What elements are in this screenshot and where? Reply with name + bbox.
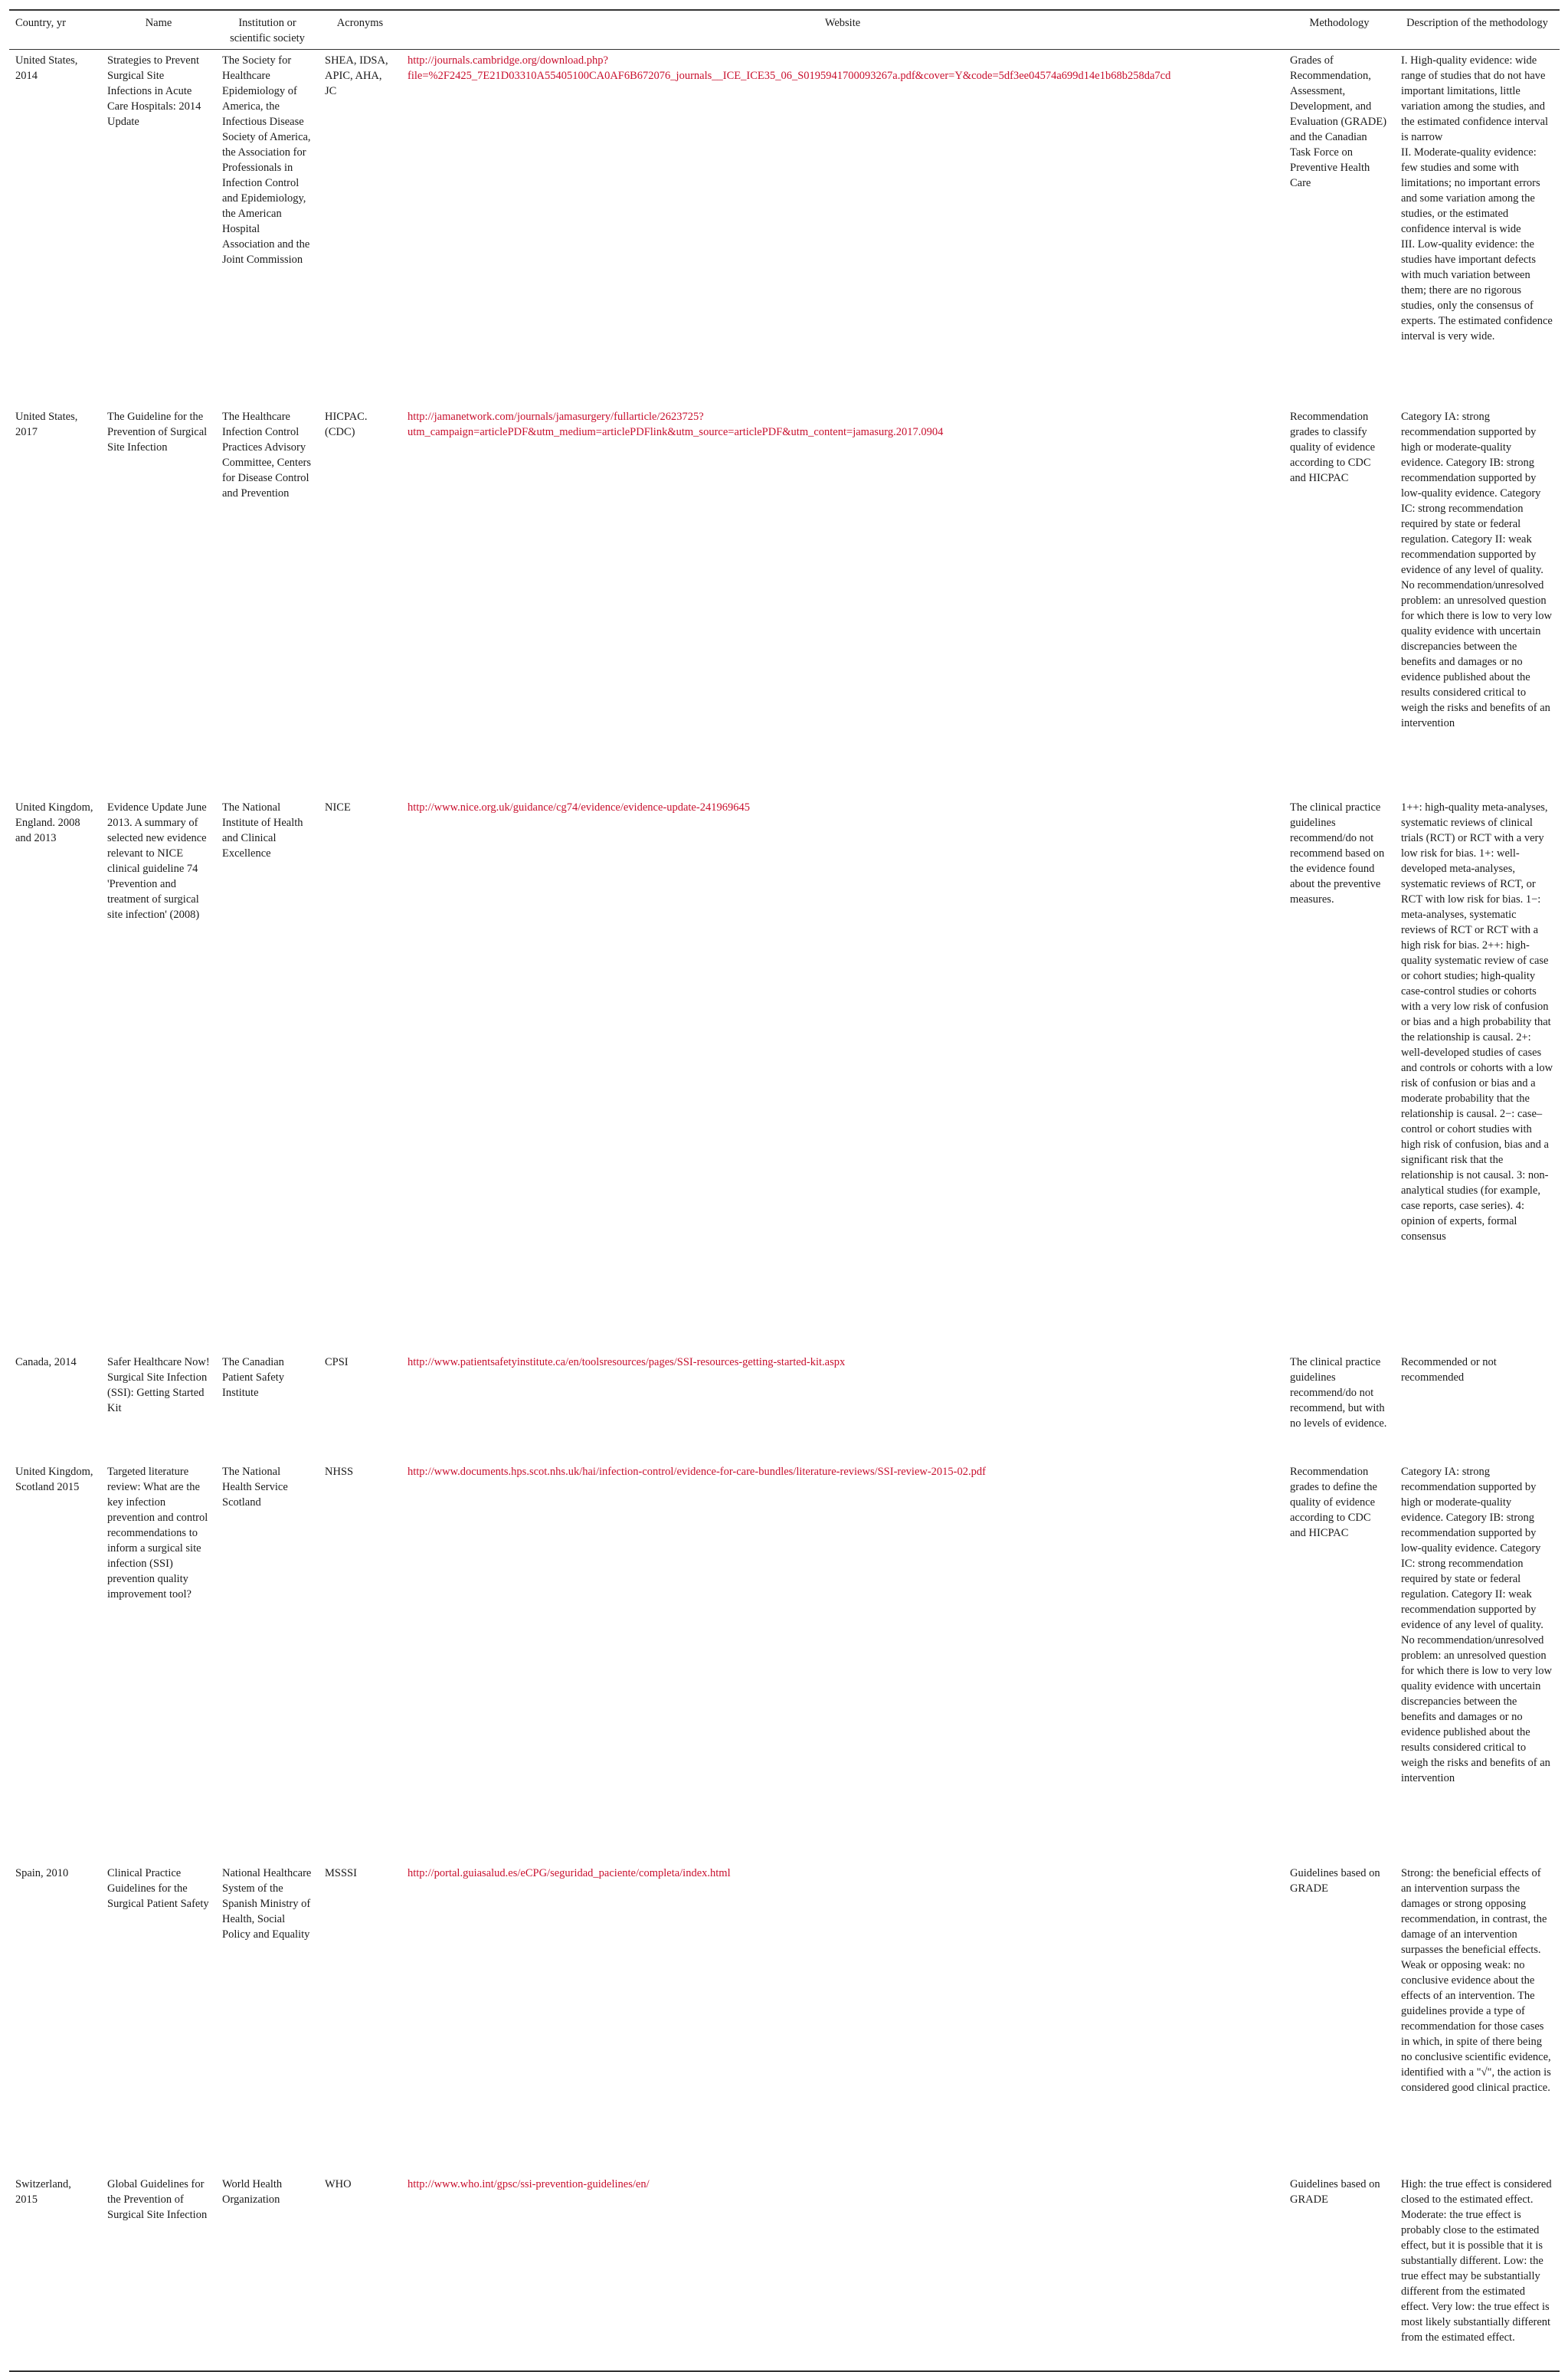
- cell-description: Category IA: strong recommendation supported by high or moderate-quality evidence. Category IB: strong recommendation supported by low-quality evidence. Category IC: strong recommendation required by state or federal regulation. Category II: weak recommendation supported by evidence of any level of quality. No recommendation/unresolved problem: an unresolved question for which there is low to very low quality evidence with uncertain discrepancies between the benefits and damages or no evidence published about the results considered critical to weigh the risks and benefits of an intervention: [1401, 410, 1552, 729]
- cell-methodology: Recommendation grades to define the quality of evidence according to CDC and HICPAC: [1290, 1465, 1377, 1539]
- website-link[interactable]: http://www.patientsafetyinstitute.ca/en/toolsresources/pages/SSI-resources-getting-started-kit.aspx: [408, 1355, 846, 1368]
- cell-country: United Kingdom, England. 2008 and 2013: [15, 801, 93, 844]
- website-link[interactable]: http://jamanetwork.com/journals/jamasurgery/fullarticle/2623725? utm_campaign=articlePDF&utm_medium=articlePDFlink&utm_source=articlePDF&utm_content=jamasurg.2017.0904: [408, 410, 944, 438]
- cell-description: Category IA: strong recommendation supported by high or moderate-quality evidence. Category IB: strong recommendation supported by low-quality evidence. Category IC: strong recommendation required by state or federal regulation. Category II: weak recommendation supported by evidence of any level of quality. No recommendation/unresolved problem: an unresolved question for which there is low to very low quality evidence with uncertain discrepancies between the benefits and damages or no evidence published about the results considered critical to weigh the risks and benefits of an intervention: [1401, 1465, 1552, 1784]
- table-row: [9, 1461, 1560, 1863]
- cell-institution: The Canadian Patient Safety Institute: [222, 1355, 284, 1399]
- cell-name: Global Guidelines for the Prevention of Surgical Site Infection: [101, 2174, 216, 2371]
- cell-description: 1++: high-quality meta-analyses, systematic reviews of clinical trials (RCT) or RCT with a very low risk for bias. 1+: well-developed meta-analyses, systematic reviews of RCT, or RCT with low risk for bias. 1−: meta-analyses, systematic reviews of RCT or RCT with a high risk for bias. 2++: high-quality systematic review of case or cohort studies; high-quality case-control studies or cohorts with a very low risk of confusion or bias and a high probability that the relationship is causal. 2+: well-developed studies of cases and controls or cohorts with a low risk of confusion or bias and a moderate probability that the relationship is causal. 2−: case–control or cohort studies with high risk of confusion, bias and a significant risk that the relationship is not causal. 3: non-analytical studies (for example, case reports, case series). 4: opinion of experts, formal consensus: [1401, 801, 1553, 1243]
- cell-institution: The National Health Service Scotland: [222, 1465, 288, 1509]
- cell-name: Targeted literature review: What are the key infection prevention and control recommendations to inform a surgical site infection (SSI) prevention quality improvement tool?: [107, 1465, 208, 1600]
- website-link[interactable]: http://portal.guiasalud.es/eCPG/seguridad_paciente/completa/index.html: [408, 1866, 731, 1879]
- header-description: Description of the methodology: [1395, 10, 1560, 50]
- cell-acronyms: NHSS: [325, 1465, 354, 1478]
- cell-country: United Kingdom, Scotland 2015: [15, 1465, 93, 1493]
- cell-institution: The Society for Healthcare Epidemiology of America, the Infectious Disease Society of America, the Association for Professionals in Infection Control and Epidemiology, the American Hospital Association and the Joint Commission: [222, 54, 311, 266]
- cell-description: High: the true effect is considered closed to the estimated effect. Moderate: the true effect is probably close to the estimated effect, but it is possible that it is substantially different. Low: the true effect may be substantially different from the estimated effect. Very low: the true effect is most likely substantially different from the estimated effect.: [1395, 2174, 1560, 2371]
- cell-methodology: Recommendation grades to classify quality of evidence according to CDC and HICPAC: [1290, 410, 1376, 484]
- cell-acronyms: HICPAC. (CDC): [325, 410, 368, 438]
- cell-institution: National Healthcare System of the Spanish Ministry of Health, Social Policy and Equality: [222, 1866, 312, 1941]
- cell-methodology: Grades of Recommendation, Assessment, Development, and Evaluation (GRADE) and the Canadian Task Force on Preventive Health Care: [1290, 54, 1387, 189]
- cell-methodology: Guidelines based on GRADE: [1284, 2174, 1395, 2371]
- table-row: [9, 797, 1560, 1351]
- website-link[interactable]: http://journals.cambridge.org/download.php? file=%2F2425_7E21D03310A55405100CA0AF6B672076_journals__ICE_ICE35_06_S0195941700093267a.pdf&cover=Y&code=5df3ee04574a699d14e1b68b258da7cd: [408, 54, 1171, 82]
- cell-name: Clinical Practice Guidelines for the Surgical Patient Safety: [107, 1866, 209, 1910]
- cell-methodology: The clinical practice guidelines recommend/do not recommend based on the evidence found about the preventive measures.: [1290, 801, 1385, 906]
- cell-methodology: The clinical practice guidelines recommend/do not recommend, but with no levels of evidence.: [1290, 1355, 1387, 1430]
- cell-country: Canada, 2014: [15, 1355, 77, 1368]
- cell-methodology: Guidelines based on GRADE: [1290, 1866, 1380, 1895]
- cell-acronyms: WHO: [319, 2174, 401, 2371]
- cell-country: Spain, 2010: [15, 1866, 69, 1879]
- table-row: [9, 1863, 1560, 2174]
- cell-name: Safer Healthcare Now! Surgical Site Infection (SSI): Getting Started Kit: [107, 1355, 210, 1414]
- header-methodology: Methodology: [1284, 10, 1395, 50]
- header-website: Website: [401, 10, 1284, 50]
- cell-acronyms: CPSI: [325, 1355, 349, 1368]
- table-row: [9, 406, 1560, 797]
- table-row: [9, 1351, 1560, 1461]
- guidelines-table: [9, 9, 1560, 2372]
- cell-name: Evidence Update June 2013. A summary of selected new evidence relevant to NICE clinical guideline 74 'Prevention and treatment of surgical site infection' (2008): [107, 801, 207, 921]
- header-name: Name: [101, 10, 216, 50]
- cell-acronyms: NICE: [325, 801, 351, 814]
- cell-institution: The National Institute of Health and Clinical Excellence: [222, 801, 303, 860]
- cell-name: Strategies to Prevent Surgical Site Infections in Acute Care Hospitals: 2014 Update: [107, 54, 201, 128]
- cell-description: Strong: the beneficial effects of an intervention surpass the damages or strong opposing recommendation, in contrast, the damage of an intervention surpasses the beneficial effects. Weak or opposing weak: no conclusive evidence about the effects of an intervention. The guidelines provide a type of recommendation for those cases in which, in spite of there being no conclusive scientific evidence, identified with a "√", the action is considered good clinical practice.: [1401, 1866, 1551, 2094]
- cell-acronyms: SHEA, IDSA, APIC, AHA, JC: [325, 54, 388, 97]
- website-link[interactable]: http://www.who.int/gpsc/ssi-prevention-guidelines/en/: [401, 2174, 1284, 2371]
- table-row: [9, 2174, 1560, 2371]
- header-institution: Institution or scientific society: [216, 10, 319, 50]
- table-header-row: [9, 10, 1560, 50]
- cell-description: I. High-quality evidence: wide range of studies that do not have important limitations, little variation among the studies, and the estimated confidence interval is narrow II. Moderate-quality evidence: few studies and some with limitations; no important errors and some variation among the studies, or the estimated confidence interval is wide III. Low-quality evidence: the studies have important defects with much variation between them; there are no rigorous studies, only the consensus of experts. The estimated confidence interval is very wide.: [1401, 54, 1553, 342]
- table-row: [9, 50, 1560, 406]
- cell-name: The Guideline for the Prevention of Surgical Site Infection: [107, 410, 208, 454]
- header-acronyms: Acronyms: [319, 10, 401, 50]
- cell-acronyms: MSSSI: [325, 1866, 357, 1879]
- cell-country: Switzerland, 2015: [9, 2174, 101, 2371]
- cell-description: Recommended or not recommended: [1401, 1355, 1497, 1384]
- website-link[interactable]: http://www.documents.hps.scot.nhs.uk/hai/infection-control/evidence-for-care-bundles/literature-reviews/SSI-review-2015-02.pdf: [408, 1465, 986, 1478]
- cell-country: United States, 2014: [15, 54, 78, 82]
- cell-country: United States, 2017: [15, 410, 78, 438]
- cell-institution: The Healthcare Infection Control Practices Advisory Committee, Centers for Disease Control and Prevention: [222, 410, 311, 500]
- website-link[interactable]: http://www.nice.org.uk/guidance/cg74/evidence/evidence-update-241969645: [408, 801, 750, 814]
- cell-institution: World Health Organization: [216, 2174, 319, 2371]
- header-country: Country, yr: [9, 10, 101, 50]
